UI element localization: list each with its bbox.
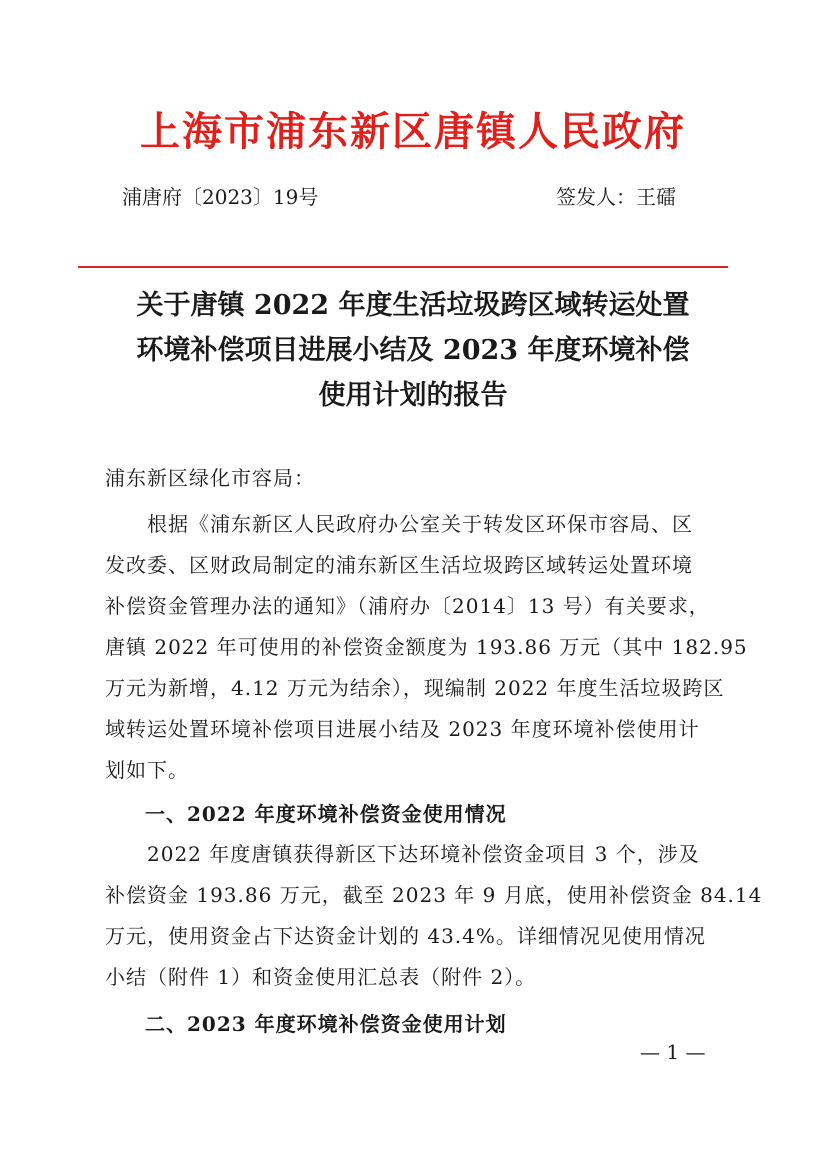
recipient: 浦东新区绿化市容局：: [105, 466, 315, 490]
text-line: 域转运处置环境补偿项目进展小结及 2023 年度环境补偿使用计: [105, 717, 700, 741]
section-2-heading: 二、2023 年度环境补偿资金使用计划: [145, 1012, 507, 1036]
title-line: 环境补偿项目进展小结及 2023 年度环境补偿: [136, 335, 690, 366]
document-number: 浦唐府〔2023〕19号: [122, 185, 319, 209]
title-line: 关于唐镇 2022 年度生活垃圾跨区域转运处置: [136, 290, 690, 321]
text-line: 划如下。: [105, 758, 189, 782]
red-divider: [78, 266, 728, 268]
text-line: 万元为新增，4.12 万元为结余），现编制 2022 年度生活垃圾跨区: [105, 676, 725, 700]
issuer-title: 上海市浦东新区唐镇人民政府: [140, 108, 686, 155]
page-number: — 1 —: [640, 1040, 706, 1064]
title-line: 使用计划的报告: [318, 380, 508, 411]
signer: 签发人：王礌: [556, 185, 676, 209]
document-title: [90, 283, 736, 418]
text-line: 万元，使用资金占下达资金计划的 43.4%。详细情况见使用情况: [105, 924, 706, 948]
paragraph-1: [105, 504, 748, 791]
paragraph-2: [105, 834, 763, 998]
text-line: 2022 年度唐镇获得新区下达环境补偿资金项目 3 个，涉及: [105, 842, 700, 866]
text-line: 小结（附件 1）和资金使用汇总表（附件 2）。: [105, 965, 537, 989]
text-line: 发改委、区财政局制定的浦东新区生活垃圾跨区域转运处置环境: [105, 553, 693, 577]
text-line: 补偿资金管理办法的通知》（浦府办〔2014〕13 号）有关要求，: [105, 594, 710, 618]
text-line: 根据《浦东新区人民政府办公室关于转发区环保市容局、区: [105, 512, 693, 536]
text-line: 补偿资金 193.86 万元，截至 2023 年 9 月底，使用补偿资金 84.14: [105, 883, 763, 907]
text-line: 唐镇 2022 年可使用的补偿资金额度为 193.86 万元（其中 182.95: [105, 635, 748, 659]
section-1-heading: 一、2022 年度环境补偿资金使用情况: [145, 802, 507, 826]
